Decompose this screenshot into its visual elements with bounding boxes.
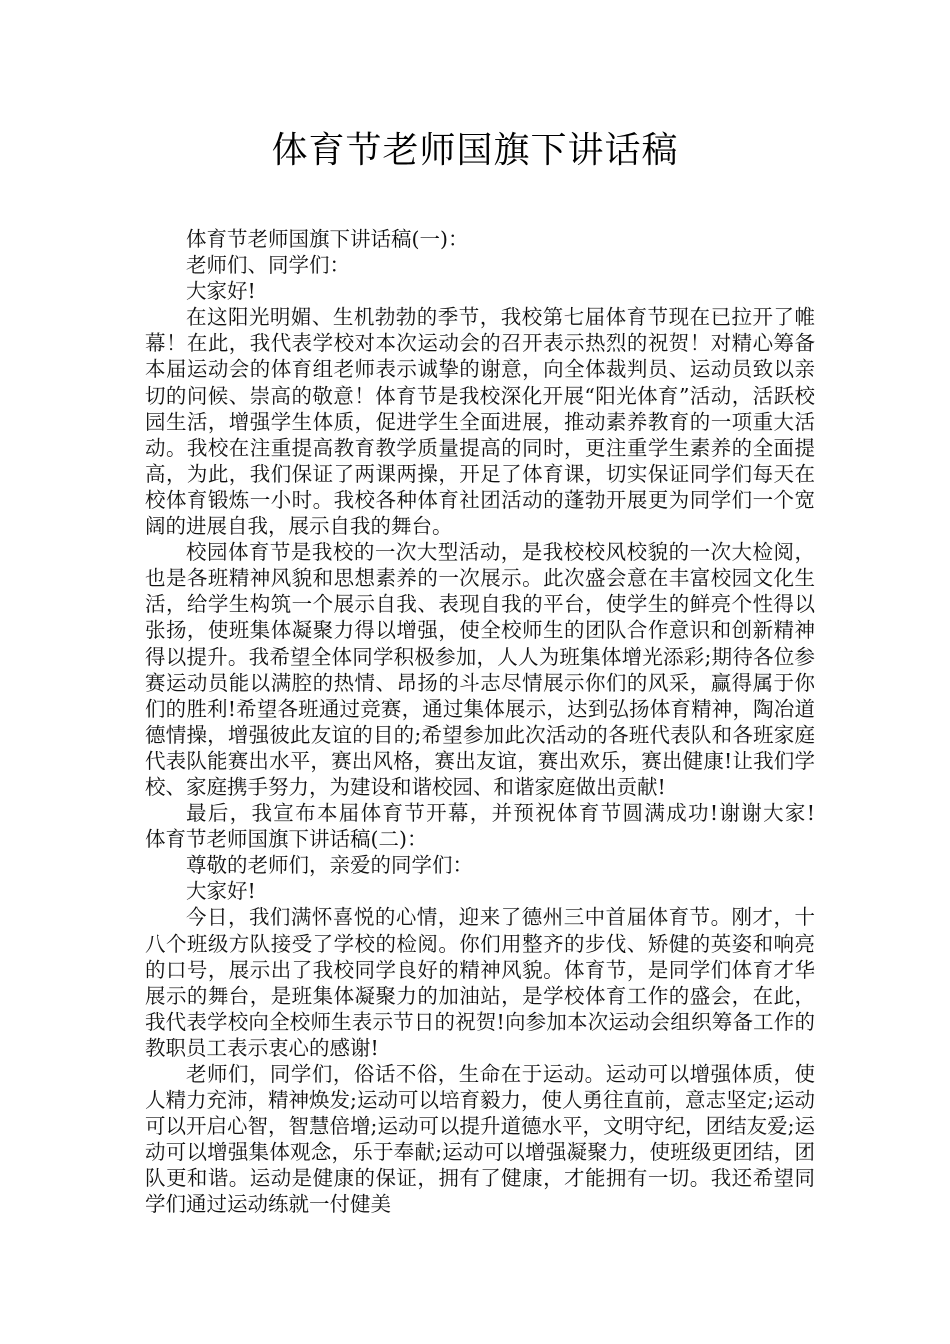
body-paragraph: 老师们，同学们，俗话不俗，生命在于运动。运动可以增强体质，使人精力充沛，精神焕发;运动可以培育毅力，使人勇往直前，意志坚定;运动可以开启心智，智慧倍增;运动可以提升道德水平，文明守纪，团结友爱;运动可以增强集体观念，乐于奉献;运动可以增强凝聚力，使班级更团结，团队更和谐。运动是健康的保证，拥有了健康，才能拥有一切。我还希望同学们通过运动练就一付健美 bbox=[145, 1062, 815, 1217]
speech-heading-1: 体育节老师国旗下讲话稿(一)： bbox=[186, 227, 469, 251]
body-paragraph: 在这阳光明媚、生机勃勃的季节，我校第七届体育节现在已拉开了帷幕！在此，我代表学校对本次运动会的召开表示热烈的祝贺！对精心筹备本届运动会的体育组老师表示诚挚的谢意，向全体裁判员、运动员致以亲切的问候、崇高的敬意！体育节是我校深化开展“阳光体育”活动，活跃校园生活，增强学生体质，促进学生全面进展，推动素养教育的一项重大活动。我校在注重提高教育教学质量提高的同时，更注重学生素养的全面提高，为此，我们保证了两课两操，开足了体育课，切实保证同学们每天在校体育锻炼一小时。我校各种体育社团活动的蓬勃开展更为同学们一个宽阔的进展自我，展示自我的舞台。 bbox=[145, 305, 815, 539]
body-paragraph: 校园体育节是我校的一次大型活动，是我校校风校貌的一次大检阅，也是各班精神风貌和思想素养的一次展示。此次盛会意在丰富校园文化生活，给学生构筑一个展示自我、表现自我的平台，使学生的鲜亮个性得以张扬，使班集体凝聚力得以增强，使全校师生的团队合作意识和创新精神得以提升。我希望全体同学积极参加，人人为班集体增光添彩;期待各位参赛运动员能以满腔的热情、昂扬的斗志尽情展示你们的风采，赢得属于你们的胜利!希望各班通过竞赛，通过集体展示，达到弘扬体育精神，陶冶道德情操，增强彼此友谊的目的;希望参加此次活动的各班代表队和各班家庭代表队能赛出水平，赛出风格，赛出友谊，赛出欢乐，赛出健康!让我们学校、家庭携手努力，为建设和谐校园、和谐家庭做出贡献! bbox=[145, 540, 815, 799]
body-paragraph: 今日，我们满怀喜悦的心情，迎来了德州三中首届体育节。刚才，十八个班级方队接受了学校的检阅。你们用整齐的步伐、矫健的英姿和响亮的口号，展示出了我校同学良好的精神风貌。体育节，是同学们体育才华展示的舞台，是班集体凝聚力的加油站，是学校体育工作的盛会，在此，我代表学校向全校师生表示节日的祝贺!向参加本次运动会组织筹备工作的教职员工表示衷心的感谢! bbox=[145, 905, 815, 1060]
salutation: 尊敬的老师们，亲爱的同学们： bbox=[186, 853, 473, 878]
greeting: 大家好! bbox=[186, 279, 256, 304]
salutation: 老师们、同学们： bbox=[186, 253, 350, 278]
document-title: 体育节老师国旗下讲话稿 bbox=[271, 130, 679, 171]
body-paragraph: 最后，我宣布本届体育节开幕，并预祝体育节圆满成功!谢谢大家! 体育节老师国旗下讲话稿(二)： bbox=[145, 801, 856, 852]
greeting: 大家好! bbox=[186, 879, 256, 904]
document-body bbox=[145, 226, 856, 1218]
